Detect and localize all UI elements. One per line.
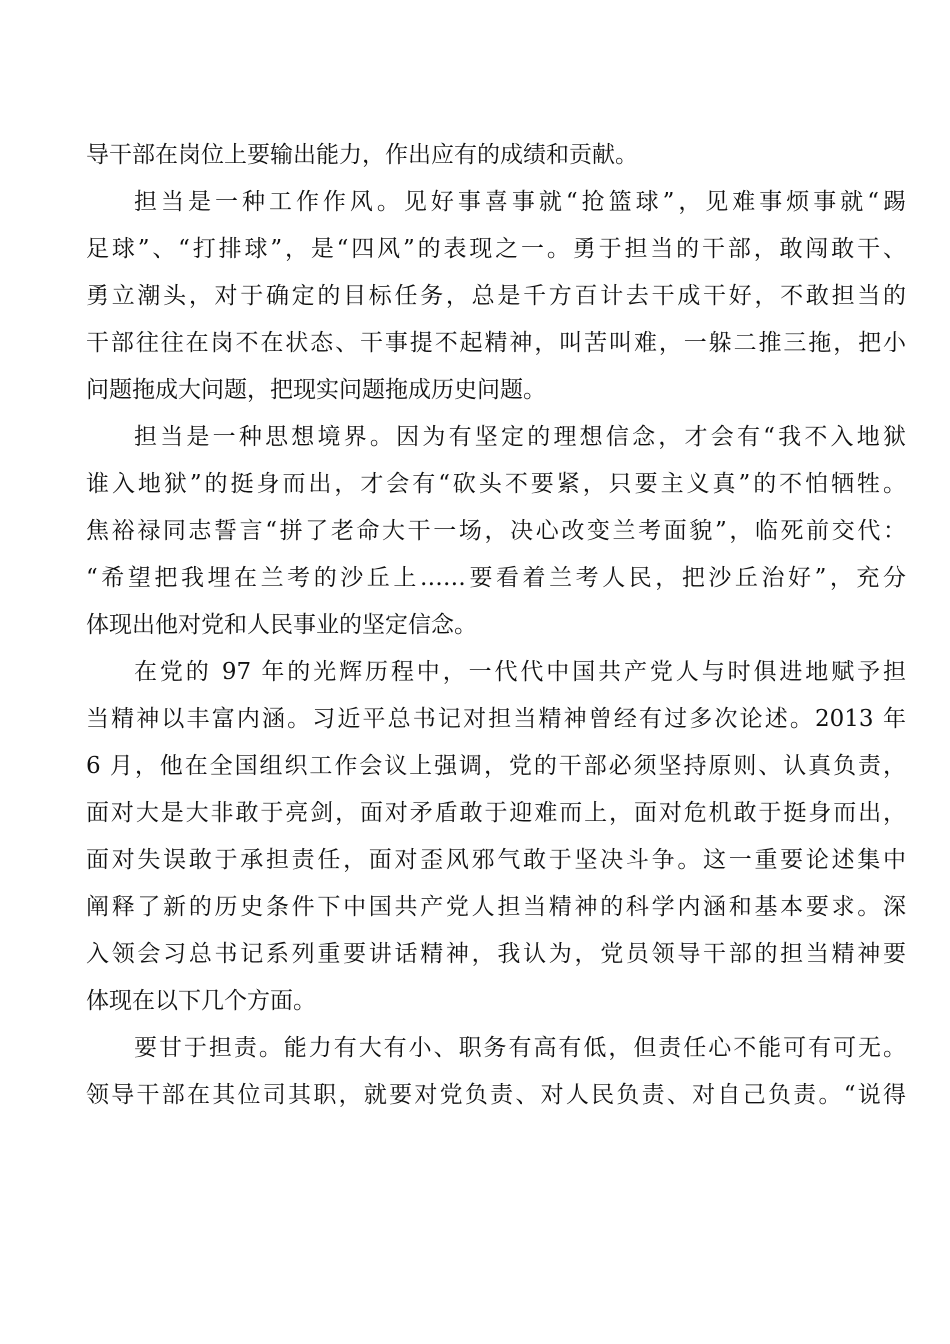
text-line: 面对大是大非敢于亮剑，面对矛盾敢于迎难而上，面对危机敢于挺身而出， xyxy=(86,800,906,826)
paragraph xyxy=(86,649,906,1025)
text-line: 导干部在岗位上要输出能力，作出应有的成绩和贡献。 xyxy=(86,142,638,168)
text-line: 谁入地狱”的挺身而出，才会有“砍头不要紧，只要主义真”的不怕牺牲。 xyxy=(86,471,906,497)
text-line: 面对失误敢于承担责任，面对歪风邪气敢于坚决斗争。这一重要论述集中 xyxy=(86,847,906,873)
text-line: 担当是一种工作作风。见好事喜事就“抢篮球”，见难事烦事就“踢 xyxy=(134,189,906,215)
text-line: 问题拖成大问题，把现实问题拖成历史问题。 xyxy=(86,377,546,403)
text-line: 领导干部在其位司其职，就要对党负责、对人民负责、对自己负责。“说得 xyxy=(86,1082,906,1108)
text-line: 足球”、“打排球”，是“四风”的表现之一。勇于担当的干部，敢闯敢干、 xyxy=(86,236,906,262)
text-line: 在党的 97 年的光辉历程中，一代代中国共产党人与时俱进地赋予担 xyxy=(134,659,906,685)
text-line: 当精神以丰富内涵。习近平总书记对担当精神曾经有过多次论述。2013 年 xyxy=(86,706,906,732)
text-line: 体现出他对党和人民事业的坚定信念。 xyxy=(86,612,477,638)
text-line: 要甘于担责。能力有大有小、职务有高有低，但责任心不能可有可无。 xyxy=(134,1035,906,1061)
text-line: 担当是一种思想境界。因为有坚定的理想信念，才会有“我不入地狱 xyxy=(134,424,906,450)
text-line: 6 月，他在全国组织工作会议上强调，党的干部必须坚持原则、认真负责， xyxy=(86,753,906,779)
paragraph xyxy=(86,414,906,649)
paragraph xyxy=(86,132,906,179)
paragraph xyxy=(86,1025,906,1119)
text-line: 体现在以下几个方面。 xyxy=(86,988,316,1014)
document-body xyxy=(86,132,906,1119)
text-line: 勇立潮头，对于确定的目标任务，总是千方百计去干成干好，不敢担当的 xyxy=(86,283,906,309)
text-line: “希望把我埋在兰考的沙丘上……要看着兰考人民，把沙丘治好”，充分 xyxy=(86,565,906,591)
text-line: 入领会习总书记系列重要讲话精神，我认为，党员领导干部的担当精神要 xyxy=(86,941,906,967)
text-line: 焦裕禄同志誓言“拼了老命大干一场，决心改变兰考面貌”，临死前交代： xyxy=(86,518,906,544)
text-line: 干部往往在岗不在状态、干事提不起精神，叫苦叫难，一躲二推三拖，把小 xyxy=(86,330,906,356)
text-line: 阐释了新的历史条件下中国共产党人担当精神的科学内涵和基本要求。深 xyxy=(86,894,906,920)
paragraph xyxy=(86,179,906,414)
